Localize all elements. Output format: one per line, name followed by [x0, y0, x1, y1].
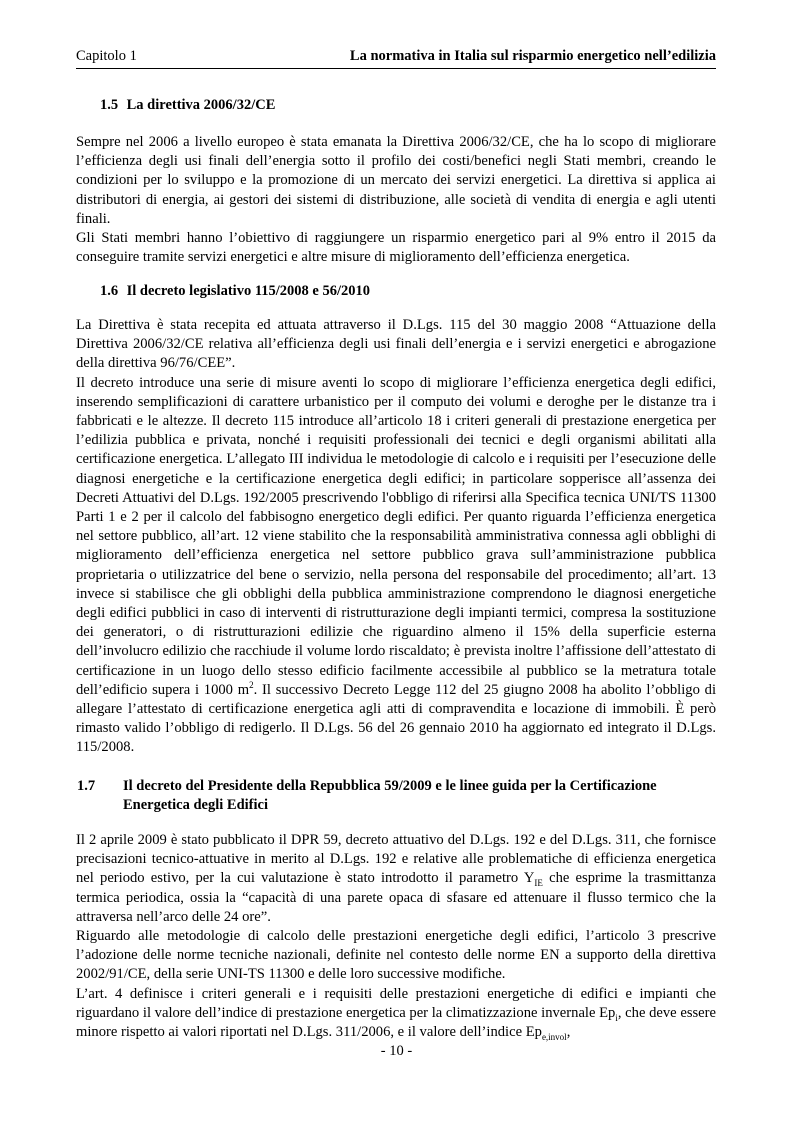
section-number: 1.5: [100, 97, 119, 113]
section-body-1-6: [76, 316, 716, 758]
subscript: e,invol: [541, 1031, 567, 1042]
page-number: - 10 -: [380, 1043, 413, 1059]
paragraph-text: ,: [566, 1024, 571, 1041]
paragraph-text: L’art. 4 definisce i criteri generali e i requisiti delle prestazioni energetiche di edifici e impianti che riguardano il valore dell’indice di prestazione energetica per la climatizzazione invernale Ep: [76, 985, 716, 1021]
paragraph-text: , che deve essere minore rispetto ai valori riportati nel D.Lgs. 311/2006, e il valore dell’indice Ep: [76, 1004, 716, 1041]
subscript: i: [615, 1012, 618, 1023]
paragraph: [76, 831, 716, 927]
paragraph: La Direttiva è stata recepita ed attuata attraverso il D.Lgs. 115 del 30 maggio 2008 “Attuazione della Direttiva 2006/32/CE relativa all’efficienza degli usi finali dell’energia e i servizi energetici e abrogazione della direttiva 96/76/CEE”.: [76, 317, 716, 372]
section-number: 1.6: [100, 283, 119, 299]
section-title-line1: Il decreto del Presidente della Repubblica 59/2009 e le linee guida per la Certificazione: [123, 778, 657, 794]
paragraph: Gli Stati membri hanno l’obiettivo di raggiungere un risparmio energetico pari al 9% entro il 2015 da conseguire tramite servizi energetici e altre misure di miglioramento dell’efficienza energetica.: [76, 230, 716, 266]
section-title-line2: Energetica degli Edifici: [123, 797, 268, 813]
section-heading-1-7: [77, 777, 739, 815]
section-body-1-7: [76, 831, 716, 1042]
section-title: Il decreto legislativo 115/2008 e 56/2010: [126, 283, 371, 299]
paragraph: [76, 374, 716, 758]
header-title: La normativa in Italia sul risparmio energetico nell’edilizia: [349, 48, 716, 64]
section-body-1-5: [76, 133, 716, 267]
paragraph: [76, 985, 716, 1043]
section-heading-1-5: [100, 96, 716, 115]
section-heading-1-6: [100, 282, 716, 301]
paragraph-text: Il 2 aprile 2009 è stato pubblicato il DPR 59, decreto attuativo del D.Lgs. 192 e del D.Lgs. 311, che fornisce precisazioni tecnico-attuative in merito al D.Lgs. 192 e relative alle problematiche di efficienza energetica nel periodo estivo, per la cui valutazione è stato introdotto il parametro Y: [76, 832, 716, 887]
running-header: [76, 48, 716, 69]
paragraph-text: . Il successivo Decreto Legge 112 del 25 giugno 2008 ha abolito l’obbligo di allegare l’attestato di certificazione energetica agli atti di compravendita e locazione di immobili. È però rimasto valido l’obbligo di redigerlo. Il D.Lgs. 56 del 26 gennaio 2010 ha aggiornato ed integrato il D.Lgs. 115/2008.: [76, 681, 716, 756]
section-title: La direttiva 2006/32/CE: [126, 97, 276, 113]
superscript: 2: [249, 680, 254, 690]
section-number: 1.7: [77, 778, 96, 794]
paragraph-text: che esprime la trasmittanza termica periodica, ossia la “capacità di una parete opaca di sfasare ed attenuare il flusso termico che la attraversa nell’arco delle 24 ore”.: [76, 870, 716, 925]
subscript: IE: [534, 878, 543, 889]
paragraph: Sempre nel 2006 a livello europeo è stata emanata la Direttiva 2006/32/CE, che ha lo scopo di migliorare l’efficienza degli usi finali dell’energia sotto il profilo dei costi/benefici negli Stati membri, creando le condizioni per lo sviluppo e la promozione di un mercato dei servizi energetici. La direttiva si applica ai distributori di energia, ai gestori dei sistemi di distribuzione, alle società di vendita di energia e agli utenti finali.: [76, 134, 716, 227]
paragraph: Riguardo alle metodologie di calcolo delle prestazioni energetiche degli edifici, l’articolo 3 prescrive l’adozione delle norme tecniche nazionali, definite nel contesto delle norme EN a supporto della direttiva 2002/91/CE, della serie UNI-TS 11300 e delle loro successive modifiche.: [76, 928, 716, 983]
paragraph-text: Il decreto introduce una serie di misure aventi lo scopo di migliorare l’efficienza energetica degli edifici, inserendo semplificazioni di carattere urbanistico per il computo dei volumi e deroghe per le distanze tra i fabbricati e le altezze. Il decreto 115 introduce all’articolo 18 i criteri generali di prestazione energetica per l’edilizia pubblica e privata, nonché i requisiti professionali dei tecnici e degli organismi abilitati alla certificazione energetica. L’allegato III individua le metodologie di calcolo e i requisiti per l’esecuzione delle diagnosi energetiche e la certificazione energetica degli edifici; in particolare sopperisce all’assenza dei Decreti Attuativi del D.Lgs. 192/2005 prescrivendo l'obbligo di riferirsi alla Specifica tecnica UNI/TS 11300 Parti 1 e 2 per il calcolo del fabbisogno energetico degli edifici. Per quanto riguarda l’efficienza energetica nel settore pubblico, all’art. 12 viene stabilito che la responsabilità amministrativa connessa agli obblighi di miglioramento dell’efficienza energetica nel settore pubblico grava sull’amministrazione pubblica proprietaria o utilizzatrice del bene o servizio, nella persona del responsabile del procedimento; all’art. 13 invece si stabilisce che gli obblighi della pubblica amministrazione comprendono le diagnosi energetiche degli edifici pubblici in caso di interventi di ristrutturazione degli impianti termici, compresa la sostituzione dei generatori, o di ristrutturazioni edilizie che riguardino almeno il 15% della superficie esterna dell’involucro edilizio che racchiude il volume lordo riscaldato; è prevista inoltre l’affissione dell’attestato di certificazione in un luogo dello stesso edificio facilmente accessibile al pubblico se la metratura totale dell’edificio supera i 1000 m: [76, 374, 716, 698]
header-chapter: Capitolo 1: [76, 48, 137, 64]
